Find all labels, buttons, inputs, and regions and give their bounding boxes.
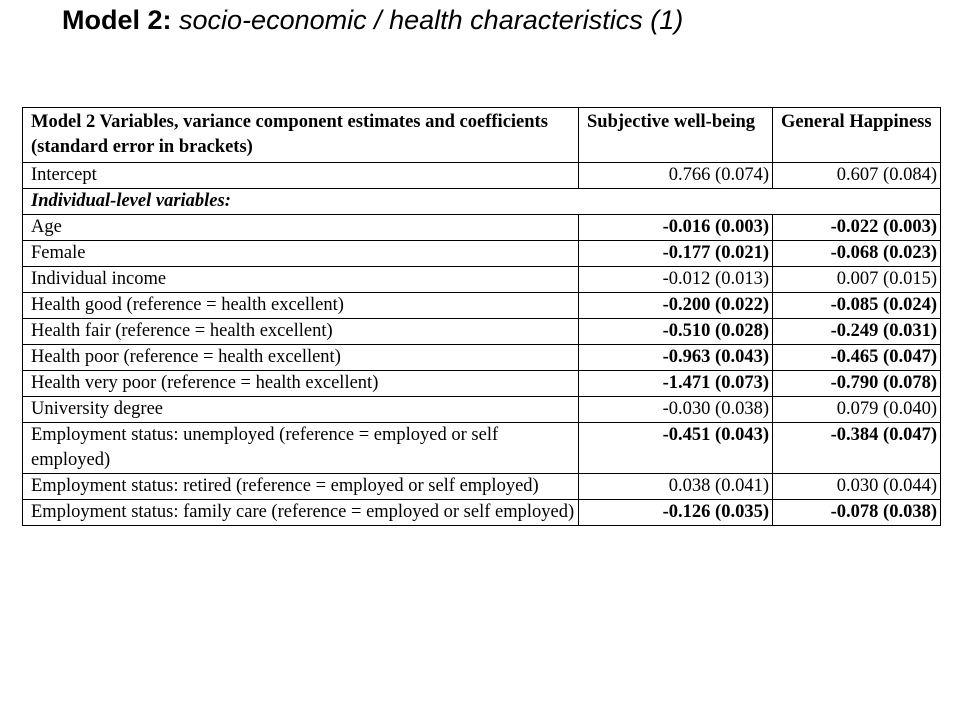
table-row: [23, 500, 941, 526]
table-row: [23, 319, 941, 345]
table-body: [23, 163, 941, 526]
gh-value: 0.007 (0.015): [773, 267, 941, 293]
gh-value: 0.030 (0.044): [773, 474, 941, 500]
gh-value: 0.079 (0.040): [773, 397, 941, 423]
row-label: Health very poor (reference = health excellent): [23, 371, 579, 397]
swb-value: 0.038 (0.041): [579, 474, 773, 500]
swb-value: -0.030 (0.038): [579, 397, 773, 423]
row-label: Individual income: [23, 267, 579, 293]
header-general-happiness: General Happiness: [773, 108, 941, 163]
table-header: [23, 108, 941, 163]
header-subjective-well-being: Subjective well-being: [579, 108, 773, 163]
swb-value: -0.963 (0.043): [579, 345, 773, 371]
row-label: University degree: [23, 397, 579, 423]
table-row-intercept: [23, 163, 941, 189]
section-label: Individual-level variables:: [23, 189, 941, 215]
table-row: [23, 293, 941, 319]
gh-value: -0.465 (0.047): [773, 345, 941, 371]
row-label: Employment status: family care (reference = employed or self employed): [23, 500, 579, 526]
gh-value: -0.078 (0.038): [773, 500, 941, 526]
swb-value: -0.451 (0.043): [579, 423, 773, 474]
row-label: Health good (reference = health excellent): [23, 293, 579, 319]
gh-value: -0.068 (0.023): [773, 241, 941, 267]
table-row-section: [23, 189, 941, 215]
table-row: [23, 215, 941, 241]
gh-value: -0.022 (0.003): [773, 215, 941, 241]
row-label: Female: [23, 241, 579, 267]
swb-value: -1.471 (0.073): [579, 371, 773, 397]
row-label: Health poor (reference = health excellent): [23, 345, 579, 371]
regression-results-table: [22, 107, 941, 526]
table-row: [23, 397, 941, 423]
slide-title: [62, 2, 683, 38]
row-label: Employment status: retired (reference = employed or self employed): [23, 474, 579, 500]
swb-value: -0.126 (0.035): [579, 500, 773, 526]
header-variables: Model 2 Variables, variance component estimates and coefficients (standard error in brackets): [23, 108, 579, 163]
slide-title-model: Model 2:: [62, 5, 172, 35]
gh-value: -0.085 (0.024): [773, 293, 941, 319]
swb-value: -0.016 (0.003): [579, 215, 773, 241]
swb-value: -0.200 (0.022): [579, 293, 773, 319]
table-row: [23, 241, 941, 267]
swb-value: -0.510 (0.028): [579, 319, 773, 345]
table-row: [23, 423, 941, 474]
slide-title-subject: socio-economic / health characteristics (1): [179, 5, 684, 35]
row-label: Health fair (reference = health excellent): [23, 319, 579, 345]
swb-value: 0.766 (0.074): [579, 163, 773, 189]
row-label: Employment status: unemployed (reference = employed or self employed): [23, 423, 579, 474]
table-row: [23, 474, 941, 500]
gh-value: -0.384 (0.047): [773, 423, 941, 474]
header-row: [23, 108, 941, 163]
gh-value: -0.790 (0.078): [773, 371, 941, 397]
gh-value: 0.607 (0.084): [773, 163, 941, 189]
row-label: Age: [23, 215, 579, 241]
swb-value: -0.012 (0.013): [579, 267, 773, 293]
table-row: [23, 345, 941, 371]
gh-value: -0.249 (0.031): [773, 319, 941, 345]
table-row: [23, 267, 941, 293]
row-label: Intercept: [23, 163, 579, 189]
swb-value: -0.177 (0.021): [579, 241, 773, 267]
table-row: [23, 371, 941, 397]
